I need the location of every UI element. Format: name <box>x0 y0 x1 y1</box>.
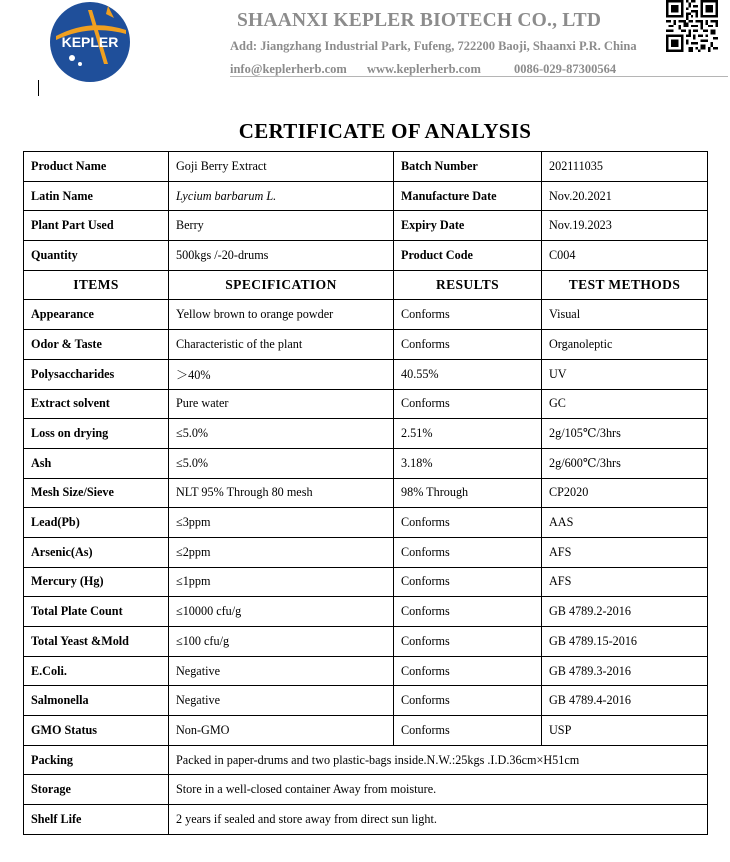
footer-row <box>24 745 708 775</box>
test-row <box>24 419 708 449</box>
test-spec: Negative <box>169 656 394 686</box>
test-spec: ≤2ppm <box>169 537 394 567</box>
header-rule <box>230 76 728 77</box>
footer-value: 2 years if sealed and store away from direct sun light. <box>169 805 708 835</box>
info-value: Goji Berry Extract <box>169 152 394 182</box>
test-spec: ≤5.0% <box>169 448 394 478</box>
company-name: SHAANXI KEPLER BIOTECH CO., LTD <box>237 10 602 31</box>
document-title: CERTIFICATE OF ANALYSIS <box>238 119 532 143</box>
info-row <box>24 241 708 271</box>
company-contact <box>230 62 616 77</box>
test-result: Conforms <box>394 716 542 746</box>
test-method: USP <box>542 716 708 746</box>
info-value: 202111035 <box>542 152 708 182</box>
test-item: Mercury (Hg) <box>24 567 169 597</box>
test-item: Salmonella <box>24 686 169 716</box>
info-value: Lycium barbarum L. <box>169 181 394 211</box>
test-result: 2.51% <box>394 419 542 449</box>
info-label: Quantity <box>24 241 169 271</box>
test-item: Extract solvent <box>24 389 169 419</box>
test-spec: Non-GMO <box>169 716 394 746</box>
test-result: Conforms <box>394 656 542 686</box>
test-item: Lead(Pb) <box>24 508 169 538</box>
footer-item: Packing <box>24 745 169 775</box>
test-method: AFS <box>542 537 708 567</box>
footer-value: Store in a well-closed container Away from moisture. <box>169 775 708 805</box>
test-item: GMO Status <box>24 716 169 746</box>
test-result: Conforms <box>394 537 542 567</box>
test-item: Total Plate Count <box>24 597 169 627</box>
test-method: CP2020 <box>542 478 708 508</box>
test-result: Conforms <box>394 300 542 330</box>
logo-text: KEPLER <box>61 34 119 50</box>
test-spec: Yellow brown to orange powder <box>169 300 394 330</box>
test-row <box>24 597 708 627</box>
info-label: Product Name <box>24 152 169 182</box>
coa-table <box>23 151 708 835</box>
test-result: Conforms <box>394 686 542 716</box>
test-item: Arsenic(As) <box>24 537 169 567</box>
test-method: GB 4789.4-2016 <box>542 686 708 716</box>
test-method: AFS <box>542 567 708 597</box>
test-row <box>24 478 708 508</box>
column-header-results: RESULTS <box>394 270 542 300</box>
test-item: Mesh Size/Sieve <box>24 478 169 508</box>
info-value: Berry <box>169 211 394 241</box>
info-row <box>24 211 708 241</box>
column-header-items: ITEMS <box>24 270 169 300</box>
test-item: Total Yeast &Mold <box>24 627 169 657</box>
test-row <box>24 567 708 597</box>
info-label: Manufacture Date <box>394 181 542 211</box>
company-email: info@keplerherb.com <box>230 62 347 76</box>
test-result: Conforms <box>394 567 542 597</box>
info-value: C004 <box>542 241 708 271</box>
test-result: Conforms <box>394 508 542 538</box>
test-row <box>24 627 708 657</box>
test-spec: ≤10000 cfu/g <box>169 597 394 627</box>
test-method: GC <box>542 389 708 419</box>
test-method: Visual <box>542 300 708 330</box>
test-method: GB 4789.2-2016 <box>542 597 708 627</box>
info-label: Product Code <box>394 241 542 271</box>
test-spec: ≤100 cfu/g <box>169 627 394 657</box>
text-cursor <box>38 80 39 96</box>
info-label: Expiry Date <box>394 211 542 241</box>
test-row <box>24 448 708 478</box>
company-website: www.keplerherb.com <box>367 62 481 76</box>
column-header-row <box>24 270 708 300</box>
footer-item: Shelf Life <box>24 805 169 835</box>
kepler-logo <box>48 0 132 84</box>
test-row <box>24 300 708 330</box>
test-spec: Pure water <box>169 389 394 419</box>
test-row <box>24 537 708 567</box>
company-address: Add: Jiangzhang Industrial Park, Fufeng, 722200 Baoji, Shaanxi P.R. China <box>230 39 637 53</box>
test-row <box>24 656 708 686</box>
test-spec: NLT 95% Through 80 mesh <box>169 478 394 508</box>
column-header-specification: SPECIFICATION <box>169 270 394 300</box>
test-result: Conforms <box>394 389 542 419</box>
test-method: GB 4789.3-2016 <box>542 656 708 686</box>
test-item: Polysaccharides <box>24 359 169 389</box>
test-result: 40.55% <box>394 359 542 389</box>
test-result: Conforms <box>394 597 542 627</box>
test-spec: ≤3ppm <box>169 508 394 538</box>
info-row <box>24 152 708 182</box>
test-spec: ≤5.0% <box>169 419 394 449</box>
test-row <box>24 508 708 538</box>
info-value: Nov.19.2023 <box>542 211 708 241</box>
info-label: Plant Part Used <box>24 211 169 241</box>
qr-code-icon <box>666 0 718 52</box>
test-spec: ＞40% <box>169 359 394 389</box>
test-item: Odor & Taste <box>24 330 169 360</box>
test-method: Organoleptic <box>542 330 708 360</box>
info-value: Nov.20.2021 <box>542 181 708 211</box>
test-item: Appearance <box>24 300 169 330</box>
column-header-test-methods: TEST METHODS <box>542 270 708 300</box>
info-row <box>24 181 708 211</box>
footer-row <box>24 805 708 835</box>
test-item: E.Coli. <box>24 656 169 686</box>
info-label: Batch Number <box>394 152 542 182</box>
footer-row <box>24 775 708 805</box>
test-method: UV <box>542 359 708 389</box>
test-result: 98% Through <box>394 478 542 508</box>
test-method: 2g/105℃/3hrs <box>542 419 708 449</box>
test-row <box>24 359 708 389</box>
test-method: GB 4789.15-2016 <box>542 627 708 657</box>
test-method: 2g/600℃/3hrs <box>542 448 708 478</box>
test-rows <box>24 300 708 745</box>
test-row <box>24 716 708 746</box>
test-spec: Negative <box>169 686 394 716</box>
test-result: Conforms <box>394 330 542 360</box>
test-result: 3.18% <box>394 448 542 478</box>
test-spec: ≤1ppm <box>169 567 394 597</box>
info-value: 500kgs /-20-drums <box>169 241 394 271</box>
test-spec: Characteristic of the plant <box>169 330 394 360</box>
info-label: Latin Name <box>24 181 169 211</box>
footer-value: Packed in paper-drums and two plastic-bags inside.N.W.:25kgs .I.D.36cm×H51cm <box>169 745 708 775</box>
test-item: Loss on drying <box>24 419 169 449</box>
footer-rows <box>24 745 708 834</box>
test-row <box>24 389 708 419</box>
test-result: Conforms <box>394 627 542 657</box>
test-method: AAS <box>542 508 708 538</box>
footer-item: Storage <box>24 775 169 805</box>
test-row <box>24 330 708 360</box>
company-phone: 0086-029-87300564 <box>514 62 617 76</box>
test-row <box>24 686 708 716</box>
test-item: Ash <box>24 448 169 478</box>
